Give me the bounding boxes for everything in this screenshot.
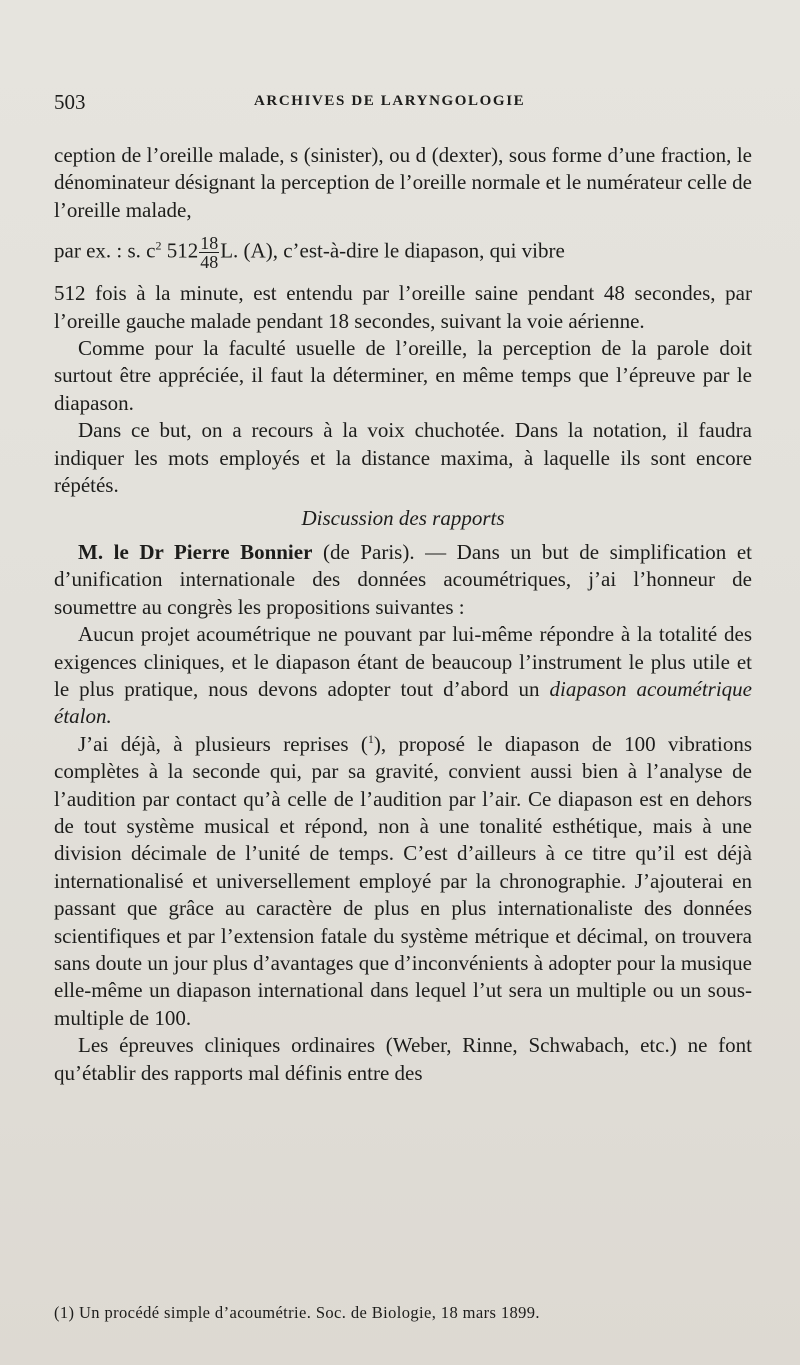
paragraph-4-text: (de Paris). — Dans un but de simplification et d’unification internationale des données acoumétriques, j’ai l’honneur de soumettre au congrès les propositions suivantes :	[54, 539, 752, 619]
paragraph-5-italic: diapason acoumétrique étalon.	[54, 676, 752, 729]
paragraph-1a: ception de l’oreille malade, s (sinister), ou d (dexter), sous forme d’une fraction, le dénominateur désignant la perception de l’oreille normale et le numérateur celle de l’oreille malade,	[54, 143, 752, 222]
section-heading: Discussion des rapports	[301, 506, 505, 531]
fraction-numerator: 18	[200, 233, 219, 254]
fraction-denominator: 48	[200, 252, 219, 273]
page-header	[54, 90, 754, 120]
paragraph-5	[54, 621, 752, 731]
paragraph-3: Dans ce but, on a recours à la voix chuchotée. Dans la notation, il faudra indiquer les mots employés et la distance maxima, à laquelle ils sont encore répétés.	[54, 418, 752, 498]
fraction	[199, 234, 219, 271]
footnote-reference: 1	[367, 731, 374, 746]
footnote	[54, 1303, 754, 1323]
speaker-name: M. le Dr Pierre Bonnier	[78, 539, 313, 564]
paragraph-6	[54, 731, 752, 1032]
footnote-text: Un procédé simple d’acoumétrie. Soc. de Biologie, 18 mars 1899.	[74, 1303, 540, 1322]
paragraph-4	[54, 539, 752, 621]
footnote-marker: (1)	[54, 1303, 75, 1322]
body-text	[54, 142, 752, 1087]
fraction-line-lead: par ex. : s. c	[54, 238, 156, 263]
running-title: ARCHIVES DE LARYNGOLOGIE	[254, 93, 526, 109]
fraction-line-post: L. (A), c’est-à-dire le diapason, qui vibre	[220, 238, 565, 263]
paragraph-6-start: J’ai déjà, à plusieurs reprises (	[78, 731, 368, 756]
paragraph-5-text: Aucun projet acoumétrique ne pouvant par lui-même répondre à la totalité des exigences cliniques, et le diapason étant de beaucoup l’instrument le plus utile et le plus pratique, nous devons adopter tout d’abord un	[54, 622, 752, 701]
paragraph-6-text: ), proposé le diapason de 100 vibrations complètes à la seconde qui, par sa gravité, convient aussi bien à l’analyse de l’audition par contact qu’à celle de l’audition par l’air. Ce diapason est en dehors de tout système musical et répond, non à une tonalité esthétique, mais à une division décimale de l’unité de temps. C’est d’ailleurs à ce titre qu’il est déjà internationalisé et universellement employé par la chronographie. J’ajouterai en passant que grâce au caractère de plus en plus internationaliste des données scientifiques et par l’extension fatale du système métrique et décimal, on trouvera sans doute un jour plus d’avantages que d’inconvénients à adopter pour la musique elle-même un diapason international dans lequel l’ut sera un multiple ou un sous-multiple de 100.	[54, 731, 753, 1030]
superscript: 2	[155, 238, 162, 253]
paragraph-7: Les épreuves cliniques ordinaires (Weber, Rinne, Schwabach, etc.) ne font qu’établir des rapports mal définis entre des	[54, 1033, 752, 1085]
page-number: 503	[54, 90, 86, 114]
fraction-line-pre: 512	[161, 238, 199, 263]
paragraph-1b: 512 fois à la minute, est entendu par l’oreille saine pendant 48 secondes, par l’oreille gauche malade pendant 18 secondes, suivant la voie aérienne.	[54, 281, 752, 333]
paragraph-1-fraction-line	[54, 234, 752, 271]
paragraph-2: Comme pour la faculté usuelle de l’oreille, la perception de la parole doit surtout être appréciée, il faut la déterminer, en même temps que l’épreuve par le diapason.	[54, 336, 752, 415]
